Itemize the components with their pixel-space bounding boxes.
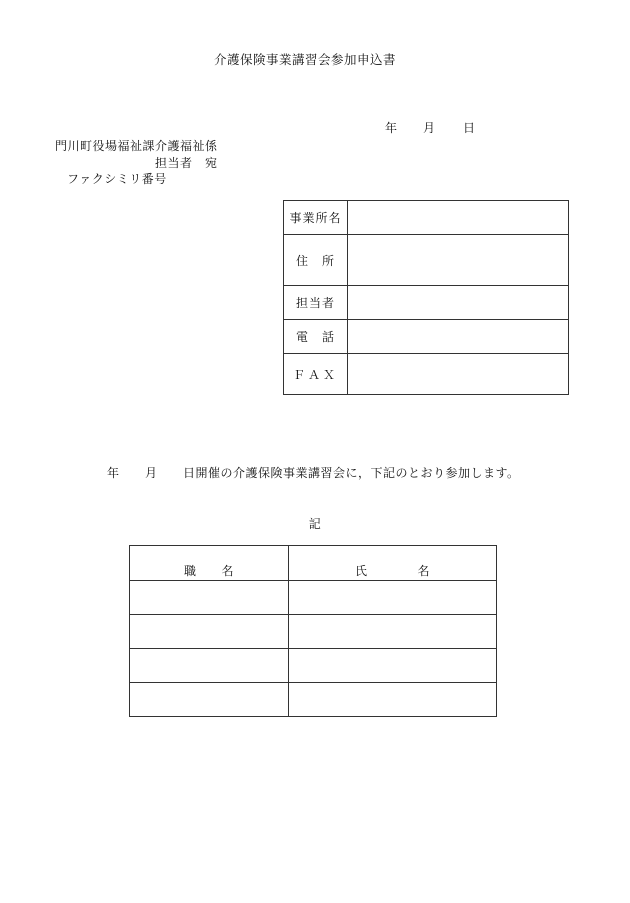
participant-name-cell[interactable] xyxy=(289,649,497,683)
fax-number-label: ファクシミリ番号 xyxy=(67,172,167,186)
participant-header-row xyxy=(130,546,497,581)
info-value-fax[interactable] xyxy=(348,354,569,395)
info-row-phone xyxy=(284,320,569,354)
participant-row xyxy=(130,683,497,717)
participant-row xyxy=(130,615,497,649)
statement-text: 日開催の介護保険事業講習会に，下記のとおり参加します。 xyxy=(183,466,520,480)
recipient-attention: 担当者 宛 xyxy=(155,156,218,170)
applicant-info-table xyxy=(283,200,569,395)
participant-name-cell[interactable] xyxy=(289,683,497,717)
participant-position-cell[interactable] xyxy=(130,683,289,717)
info-label-office: 事業所名 xyxy=(284,201,348,235)
participation-statement xyxy=(107,464,520,481)
date-day-label: 日 xyxy=(463,121,476,135)
form-title: 介護保険事業講習会参加申込書 xyxy=(213,52,396,67)
participant-name-cell[interactable] xyxy=(289,615,497,649)
participant-position-cell[interactable] xyxy=(130,581,289,615)
info-value-office[interactable] xyxy=(348,201,569,235)
info-label-fax: ＦＡＸ xyxy=(284,354,348,395)
info-row-fax xyxy=(284,354,569,395)
info-row-contact-person xyxy=(284,286,569,320)
info-label-phone: 電 話 xyxy=(284,320,348,354)
participant-name-cell[interactable] xyxy=(289,581,497,615)
participant-row xyxy=(130,649,497,683)
header-position: 職 名 xyxy=(130,546,289,581)
info-value-contact-person[interactable] xyxy=(348,286,569,320)
statement-year-label: 年 xyxy=(107,466,120,480)
date-year-label: 年 xyxy=(385,121,398,135)
info-label-address: 住 所 xyxy=(284,235,348,286)
participant-table xyxy=(129,545,497,717)
info-row-address xyxy=(284,235,569,286)
recipient-department: 門川町役場福祉課介護福祉係 xyxy=(55,139,218,153)
info-value-phone[interactable] xyxy=(348,320,569,354)
participant-row xyxy=(130,581,497,615)
date-month-label: 月 xyxy=(423,121,436,135)
info-value-address[interactable] xyxy=(348,235,569,286)
ki-heading: 記 xyxy=(308,517,322,531)
info-label-contact-person: 担当者 xyxy=(284,286,348,320)
info-row-office xyxy=(284,201,569,235)
participant-position-cell[interactable] xyxy=(130,615,289,649)
header-name: 氏 名 xyxy=(289,546,497,581)
date-line xyxy=(385,119,476,136)
statement-month-label: 月 xyxy=(145,466,158,480)
participant-position-cell[interactable] xyxy=(130,649,289,683)
